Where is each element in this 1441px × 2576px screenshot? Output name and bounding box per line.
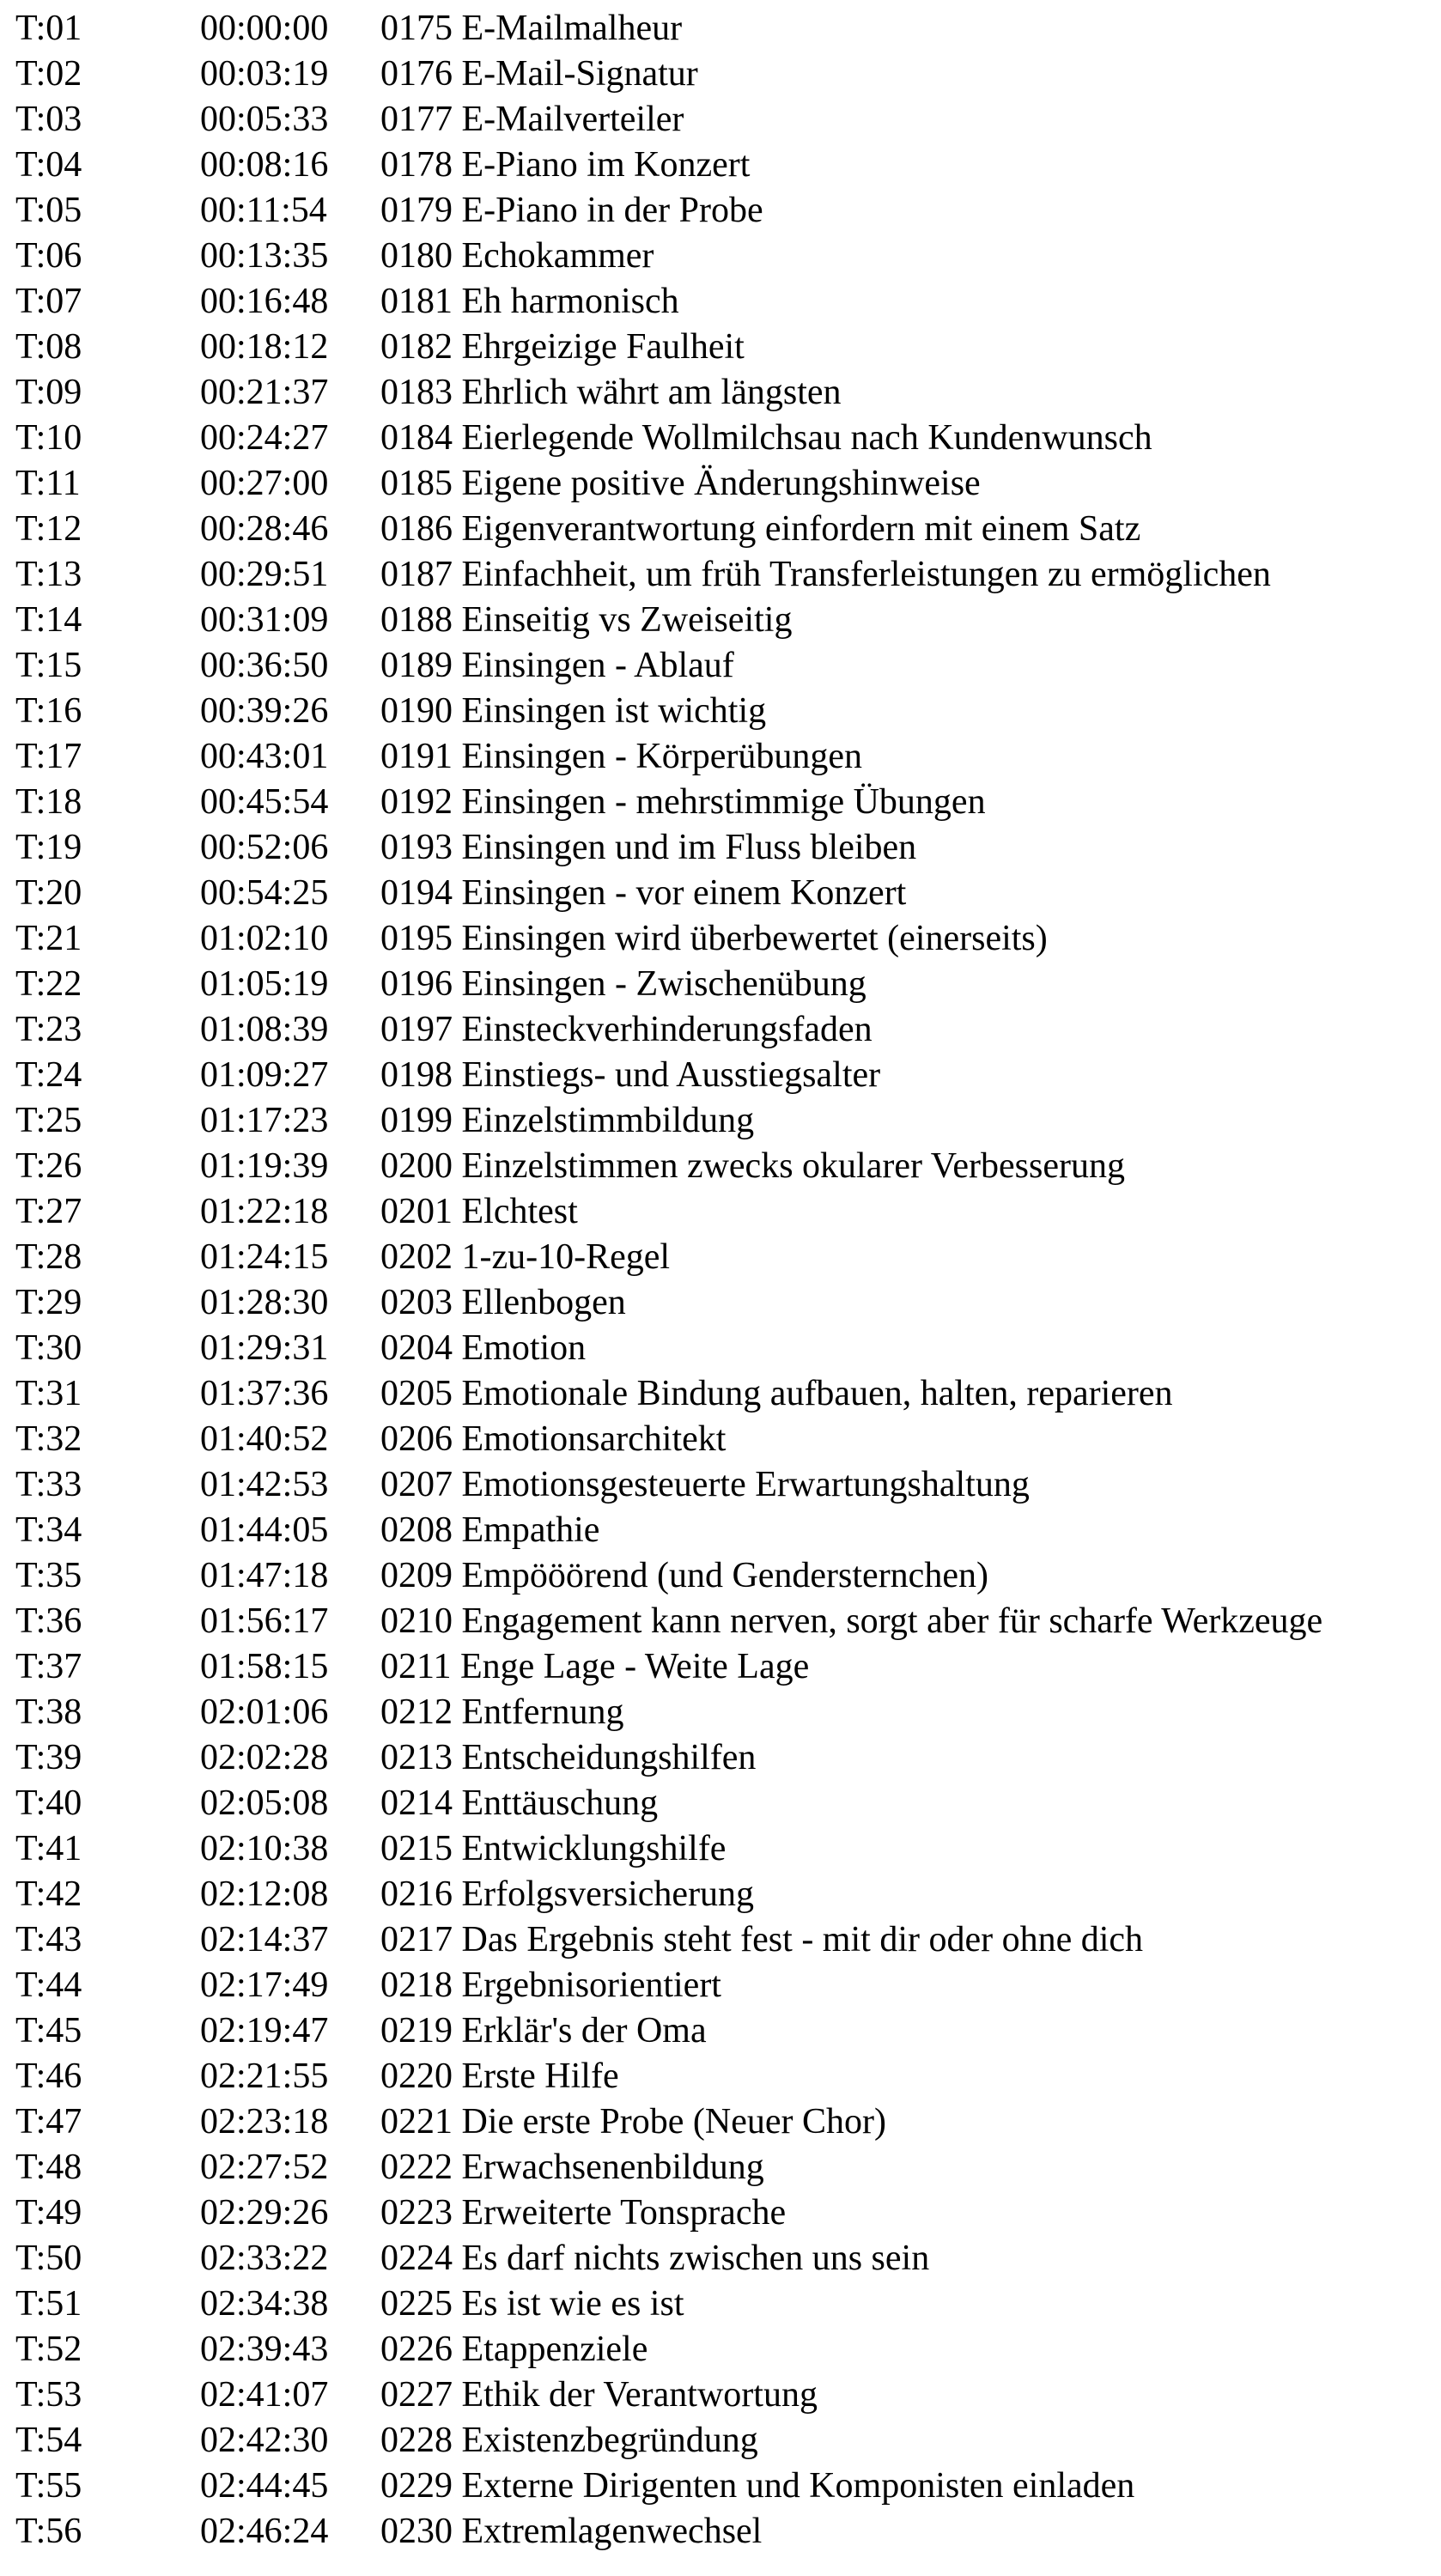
track-timestamp: 01:02:10 <box>200 919 329 958</box>
track-row <box>0 2464 1441 2509</box>
track-row <box>0 1644 1441 1690</box>
track-title: 0221 Die erste Probe (Neuer Chor) <box>380 2102 886 2142</box>
track-timestamp: 01:47:18 <box>200 1556 329 1595</box>
track-title: 0180 Echokammer <box>380 236 654 276</box>
track-title: 0217 Das Ergebnis steht fest - mit dir oder ohne dich <box>380 1920 1144 1959</box>
track-title: 0211 Enge Lage - Weite Lage <box>380 1647 810 1686</box>
track-number: T:37 <box>15 1647 82 1686</box>
track-title: 0230 Extremlagenwechsel <box>380 2512 763 2551</box>
track-title: 0208 Empathie <box>380 1510 600 1550</box>
track-timestamp: 01:42:53 <box>200 1465 329 1504</box>
track-title: 0201 Elchtest <box>380 1192 578 1231</box>
track-timestamp: 02:46:24 <box>200 2512 329 2551</box>
track-row <box>0 1781 1441 1826</box>
track-number: T:50 <box>15 2239 82 2278</box>
track-timestamp: 02:17:49 <box>200 1965 329 2005</box>
track-number: T:33 <box>15 1465 82 1504</box>
track-row <box>0 1326 1441 1371</box>
track-timestamp: 02:01:06 <box>200 1692 329 1732</box>
track-timestamp: 00:31:09 <box>200 600 329 640</box>
track-title: 0220 Erste Hilfe <box>380 2057 619 2096</box>
track-row <box>0 1508 1441 1553</box>
track-title: 0229 Externe Dirigenten und Komponisten einladen <box>380 2466 1135 2506</box>
track-row <box>0 2327 1441 2372</box>
track-title: 0190 Einsingen ist wichtig <box>380 691 767 731</box>
track-timestamp: 00:39:26 <box>200 691 329 731</box>
track-number: T:02 <box>15 54 82 94</box>
track-row <box>0 1690 1441 1735</box>
track-number: T:34 <box>15 1510 82 1550</box>
track-title: 0193 Einsingen und im Fluss bleiben <box>380 828 917 867</box>
track-title: 0199 Einzelstimmbildung <box>380 1101 755 1140</box>
track-timestamp: 02:14:37 <box>200 1920 329 1959</box>
track-number: T:47 <box>15 2102 82 2142</box>
track-number: T:52 <box>15 2330 82 2369</box>
track-timestamp: 00:52:06 <box>200 828 329 867</box>
track-list <box>0 6 1441 2555</box>
track-title: 0200 Einzelstimmen zwecks okularer Verbesserung <box>380 1146 1125 1186</box>
track-number: T:20 <box>15 873 82 913</box>
track-row <box>0 2509 1441 2555</box>
track-row <box>0 2054 1441 2099</box>
track-number: T:05 <box>15 191 82 230</box>
track-timestamp: 02:42:30 <box>200 2421 329 2460</box>
track-title: 0210 Engagement kann nerven, sorgt aber für scharfe Werkzeuge <box>380 1601 1323 1641</box>
track-timestamp: 02:10:38 <box>200 1829 329 1868</box>
track-number: T:35 <box>15 1556 82 1595</box>
track-number: T:49 <box>15 2193 82 2233</box>
track-timestamp: 02:33:22 <box>200 2239 329 2278</box>
track-timestamp: 01:08:39 <box>200 1010 329 1049</box>
track-number: T:03 <box>15 100 82 139</box>
track-row <box>0 734 1441 780</box>
track-timestamp: 01:05:19 <box>200 964 329 1004</box>
track-title: 0181 Eh harmonisch <box>380 282 679 321</box>
track-row <box>0 1826 1441 1872</box>
track-title: 0223 Erweiterte Tonsprache <box>380 2193 787 2233</box>
track-title: 0195 Einsingen wird überbewertet (einerseits) <box>380 919 1048 958</box>
track-row <box>0 2281 1441 2327</box>
track-number: T:12 <box>15 509 82 549</box>
track-number: T:44 <box>15 1965 82 2005</box>
track-number: T:28 <box>15 1237 82 1277</box>
track-timestamp: 00:21:37 <box>200 373 329 412</box>
track-title: 0191 Einsingen - Körperübungen <box>380 737 863 776</box>
track-title: 0182 Ehrgeizige Faulheit <box>380 327 745 367</box>
track-number: T:17 <box>15 737 82 776</box>
track-title: 0186 Eigenverantwortung einfordern mit einem Satz <box>380 509 1141 549</box>
track-number: T:38 <box>15 1692 82 1732</box>
track-row <box>0 2099 1441 2145</box>
track-row <box>0 234 1441 279</box>
track-row <box>0 689 1441 734</box>
track-timestamp: 02:29:26 <box>200 2193 329 2233</box>
track-row <box>0 461 1441 507</box>
track-number: T:53 <box>15 2375 82 2415</box>
track-row <box>0 871 1441 916</box>
track-number: T:24 <box>15 1055 82 1095</box>
track-timestamp: 02:21:55 <box>200 2057 329 2096</box>
track-number: T:46 <box>15 2057 82 2096</box>
track-number: T:39 <box>15 1738 82 1777</box>
track-timestamp: 00:16:48 <box>200 282 329 321</box>
track-timestamp: 01:58:15 <box>200 1647 329 1686</box>
track-title: 0225 Es ist wie es ist <box>380 2284 684 2324</box>
track-timestamp: 00:24:27 <box>200 418 329 458</box>
track-title: 0175 E-Mailmalheur <box>380 9 683 48</box>
track-timestamp: 00:03:19 <box>200 54 329 94</box>
track-row <box>0 279 1441 325</box>
track-timestamp: 00:05:33 <box>200 100 329 139</box>
track-title: 0177 E-Mailverteiler <box>380 100 684 139</box>
track-title: 0196 Einsingen - Zwischenübung <box>380 964 866 1004</box>
track-row <box>0 325 1441 370</box>
track-number: T:51 <box>15 2284 82 2324</box>
track-number: T:36 <box>15 1601 82 1641</box>
track-title: 0205 Emotionale Bindung aufbauen, halten, reparieren <box>380 1374 1173 1413</box>
track-number: T:13 <box>15 555 82 594</box>
track-row <box>0 6 1441 52</box>
track-title: 0202 1-zu-10-Regel <box>380 1237 671 1277</box>
track-row <box>0 643 1441 689</box>
track-number: T:31 <box>15 1374 82 1413</box>
track-number: T:30 <box>15 1328 82 1368</box>
track-row <box>0 2190 1441 2236</box>
track-title: 0212 Entfernung <box>380 1692 624 1732</box>
track-title: 0184 Eierlegende Wollmilchsau nach Kundenwunsch <box>380 418 1152 458</box>
track-title: 0203 Ellenbogen <box>380 1283 626 1322</box>
track-timestamp: 01:37:36 <box>200 1374 329 1413</box>
track-row <box>0 97 1441 143</box>
track-title: 0176 E-Mail-Signatur <box>380 54 698 94</box>
track-timestamp: 02:44:45 <box>200 2466 329 2506</box>
track-title: 0188 Einseitig vs Zweiseitig <box>380 600 793 640</box>
track-row <box>0 1917 1441 1963</box>
track-number: T:27 <box>15 1192 82 1231</box>
track-timestamp: 01:22:18 <box>200 1192 329 1231</box>
track-timestamp: 02:12:08 <box>200 1874 329 1914</box>
track-row <box>0 2145 1441 2190</box>
track-title: 0204 Emotion <box>380 1328 587 1368</box>
track-number: T:43 <box>15 1920 82 1959</box>
track-number: T:11 <box>15 464 81 503</box>
track-number: T:10 <box>15 418 82 458</box>
track-timestamp: 02:34:38 <box>200 2284 329 2324</box>
track-row <box>0 1417 1441 1462</box>
track-row <box>0 52 1441 97</box>
track-number: T:40 <box>15 1783 82 1823</box>
track-timestamp: 02:02:28 <box>200 1738 329 1777</box>
track-title: 0227 Ethik der Verantwortung <box>380 2375 818 2415</box>
track-number: T:04 <box>15 145 82 185</box>
track-title: 0192 Einsingen - mehrstimmige Übungen <box>380 782 986 822</box>
track-title: 0228 Existenzbegründung <box>380 2421 758 2460</box>
track-title: 0178 E-Piano im Konzert <box>380 145 751 185</box>
track-timestamp: 02:41:07 <box>200 2375 329 2415</box>
track-row <box>0 1371 1441 1417</box>
track-timestamp: 00:27:00 <box>200 464 329 503</box>
track-timestamp: 01:28:30 <box>200 1283 329 1322</box>
track-timestamp: 00:29:51 <box>200 555 329 594</box>
track-timestamp: 01:40:52 <box>200 1419 329 1459</box>
track-row <box>0 1053 1441 1098</box>
track-number: T:42 <box>15 1874 82 1914</box>
track-row <box>0 1462 1441 1508</box>
track-row <box>0 143 1441 188</box>
track-title: 0209 Empööörend (und Gendersternchen) <box>380 1556 988 1595</box>
track-row <box>0 1963 1441 2008</box>
track-title: 0197 Einsteckverhinderungsfaden <box>380 1010 873 1049</box>
track-row <box>0 598 1441 643</box>
track-timestamp: 01:29:31 <box>200 1328 329 1368</box>
track-title: 0187 Einfachheit, um früh Transferleistungen zu ermöglichen <box>380 555 1271 594</box>
track-timestamp: 00:28:46 <box>200 509 329 549</box>
track-timestamp: 00:43:01 <box>200 737 329 776</box>
track-title: 0224 Es darf nichts zwischen uns sein <box>380 2239 930 2278</box>
track-number: T:32 <box>15 1419 82 1459</box>
track-number: T:23 <box>15 1010 82 1049</box>
track-timestamp: 01:44:05 <box>200 1510 329 1550</box>
track-row <box>0 962 1441 1007</box>
track-row <box>0 1189 1441 1235</box>
track-timestamp: 00:13:35 <box>200 236 329 276</box>
track-row <box>0 916 1441 962</box>
track-row <box>0 2236 1441 2281</box>
track-title: 0183 Ehrlich währt am längsten <box>380 373 842 412</box>
track-number: T:19 <box>15 828 82 867</box>
track-number: T:07 <box>15 282 82 321</box>
track-title: 0213 Entscheidungshilfen <box>380 1738 757 1777</box>
track-number: T:29 <box>15 1283 82 1322</box>
track-timestamp: 02:27:52 <box>200 2148 329 2187</box>
track-timestamp: 02:05:08 <box>200 1783 329 1823</box>
track-timestamp: 01:24:15 <box>200 1237 329 1277</box>
track-row <box>0 1235 1441 1280</box>
track-number: T:16 <box>15 691 82 731</box>
track-timestamp: 00:11:54 <box>200 191 327 230</box>
track-number: T:06 <box>15 236 82 276</box>
track-timestamp: 00:45:54 <box>200 782 329 822</box>
track-title: 0214 Enttäuschung <box>380 1783 659 1823</box>
track-row <box>0 188 1441 234</box>
track-number: T:09 <box>15 373 82 412</box>
track-number: T:56 <box>15 2512 82 2551</box>
track-row <box>0 780 1441 825</box>
track-number: T:54 <box>15 2421 82 2460</box>
track-row <box>0 1007 1441 1053</box>
track-number: T:48 <box>15 2148 82 2187</box>
track-row <box>0 1098 1441 1144</box>
track-title: 0185 Eigene positive Änderungshinweise <box>380 464 981 503</box>
track-row <box>0 1872 1441 1917</box>
track-timestamp: 00:08:16 <box>200 145 329 185</box>
track-number: T:15 <box>15 646 82 685</box>
track-number: T:14 <box>15 600 82 640</box>
track-title: 0189 Einsingen - Ablauf <box>380 646 734 685</box>
track-row <box>0 2418 1441 2464</box>
track-row <box>0 507 1441 552</box>
track-timestamp: 00:18:12 <box>200 327 329 367</box>
track-timestamp: 01:09:27 <box>200 1055 329 1095</box>
track-timestamp: 00:36:50 <box>200 646 329 685</box>
track-row <box>0 825 1441 871</box>
track-row <box>0 1553 1441 1599</box>
track-row <box>0 1735 1441 1781</box>
track-timestamp: 01:56:17 <box>200 1601 329 1641</box>
track-number: T:08 <box>15 327 82 367</box>
track-timestamp: 01:17:23 <box>200 1101 329 1140</box>
track-row <box>0 2372 1441 2418</box>
track-timestamp: 00:54:25 <box>200 873 329 913</box>
track-number: T:25 <box>15 1101 82 1140</box>
track-number: T:01 <box>15 9 82 48</box>
track-number: T:55 <box>15 2466 82 2506</box>
track-timestamp: 01:19:39 <box>200 1146 329 1186</box>
track-title: 0215 Entwicklungshilfe <box>380 1829 727 1868</box>
track-row <box>0 552 1441 598</box>
track-row <box>0 1144 1441 1189</box>
track-row <box>0 1599 1441 1644</box>
track-number: T:45 <box>15 2011 82 2050</box>
track-title: 0222 Erwachsenenbildung <box>380 2148 764 2187</box>
track-row <box>0 416 1441 461</box>
track-number: T:22 <box>15 964 82 1004</box>
track-number: T:21 <box>15 919 82 958</box>
track-number: T:18 <box>15 782 82 822</box>
track-timestamp: 02:39:43 <box>200 2330 329 2369</box>
track-title: 0179 E-Piano in der Probe <box>380 191 763 230</box>
track-title: 0218 Ergebnisorientiert <box>380 1965 721 2005</box>
track-title: 0206 Emotionsarchitekt <box>380 1419 727 1459</box>
track-timestamp: 00:00:00 <box>200 9 329 48</box>
track-title: 0226 Etappenziele <box>380 2330 648 2369</box>
track-title: 0207 Emotionsgesteuerte Erwartungshaltung <box>380 1465 1030 1504</box>
track-title: 0198 Einstiegs- und Ausstiegsalter <box>380 1055 881 1095</box>
track-title: 0216 Erfolgsversicherung <box>380 1874 755 1914</box>
track-number: T:41 <box>15 1829 82 1868</box>
track-timestamp: 02:23:18 <box>200 2102 329 2142</box>
track-row <box>0 2008 1441 2054</box>
track-number: T:26 <box>15 1146 82 1186</box>
track-row <box>0 370 1441 416</box>
track-row <box>0 1280 1441 1326</box>
track-title: 0219 Erklär's der Oma <box>380 2011 707 2050</box>
track-timestamp: 02:19:47 <box>200 2011 329 2050</box>
track-title: 0194 Einsingen - vor einem Konzert <box>380 873 907 913</box>
